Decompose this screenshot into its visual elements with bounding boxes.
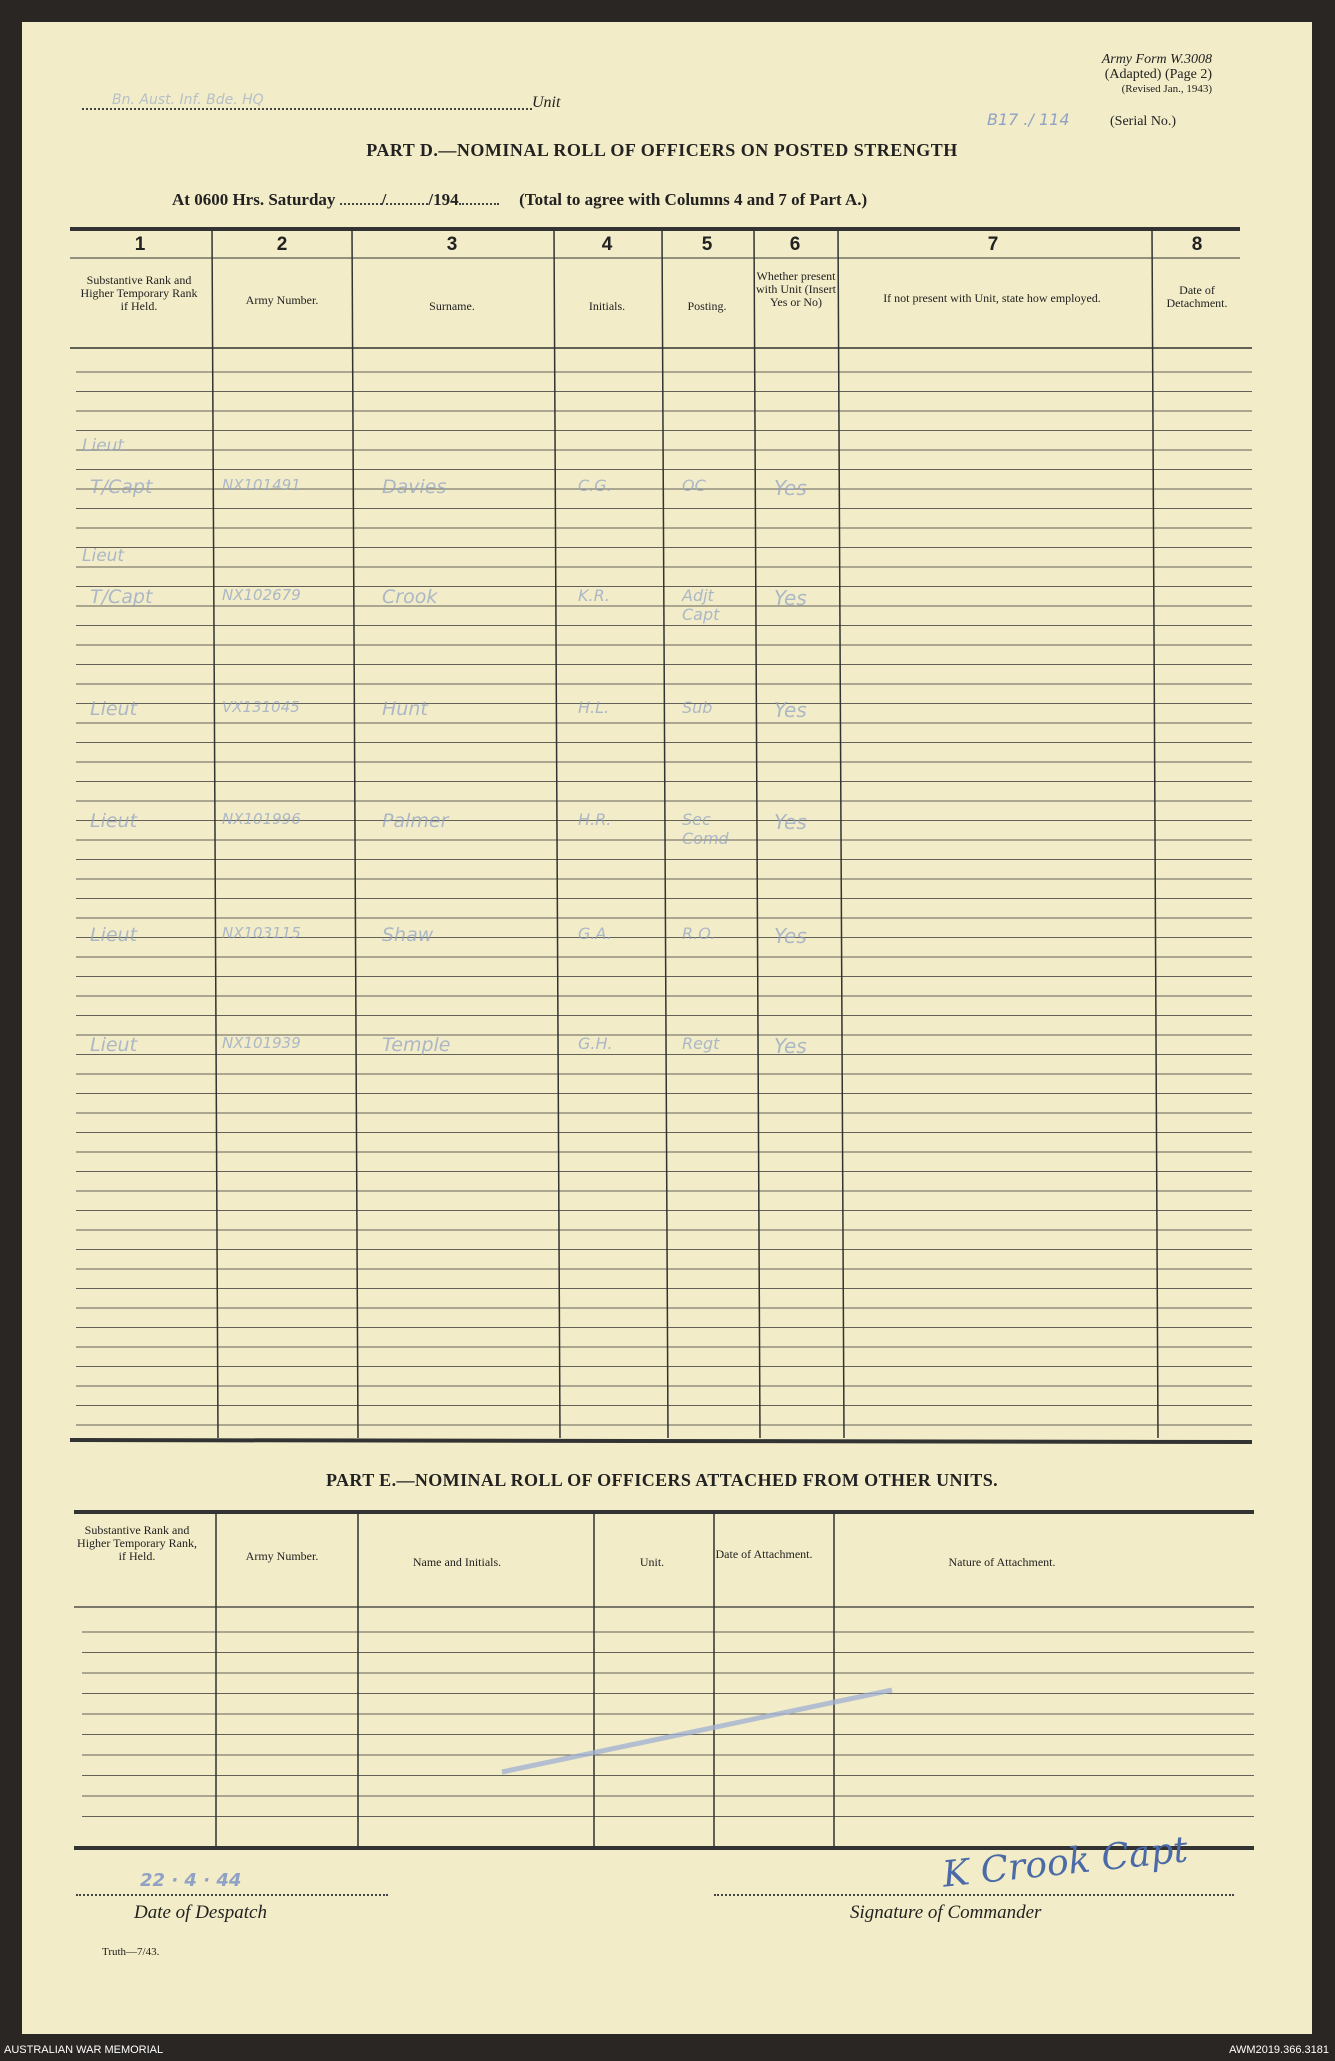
entry-surname: Hunt: [382, 698, 428, 720]
entry-present: Yes: [774, 924, 807, 948]
part-d-title: PART D.—NOMINAL ROLL OF OFFICERS ON POSTED STRENGTH: [366, 140, 958, 160]
part-d-date-line: At 0600 Hrs. Saturday / /194 (Total to agree with Columns 4 and 7 of Part A.): [172, 190, 868, 209]
entry-initials: C.G.: [578, 476, 612, 495]
col-num-3: 3: [446, 234, 458, 255]
entry-rank-top: Lieut: [82, 546, 125, 566]
entry-army-no: VX131045: [222, 698, 300, 716]
entry-initials: H.L.: [578, 698, 610, 717]
entry-present: Yes: [774, 810, 807, 834]
entry-posting: R.O.: [682, 924, 716, 943]
form-id-line3: (Revised Jan., 1943): [1121, 83, 1212, 95]
col-header-employed: If not present with Unit, state how employed.: [883, 291, 1101, 305]
entry-surname: Shaw: [382, 924, 434, 946]
entry-present: Yes: [774, 1034, 807, 1058]
entry-surname: Davies: [382, 476, 447, 498]
col-num-1: 1: [134, 234, 146, 255]
entry-surname: Palmer: [382, 810, 449, 832]
entry-posting: Sec Comd: [682, 810, 729, 848]
entry-army-no: NX102679: [222, 586, 301, 604]
unit-value: Bn. Aust. Inf. Bde. HQ: [112, 92, 264, 108]
entry-rank: T/Capt: [90, 586, 153, 608]
col-header-army-number: Army Number.: [245, 293, 319, 307]
entry-army-no: NX101996: [222, 810, 301, 828]
archive-footer: [0, 2042, 1335, 2061]
entry-rank: T/Capt: [90, 476, 153, 498]
archive-right: AWM2019.366.3181: [1229, 2044, 1329, 2056]
entry-army-no: NX101491: [222, 476, 301, 494]
entry-posting: Adjt Capt: [682, 586, 720, 624]
col-num-2: 2: [276, 234, 288, 255]
pe-header-name: Name and Initials.: [412, 1555, 502, 1569]
entry-initials: G.H.: [578, 1034, 613, 1053]
entry-initials: G.A.: [578, 924, 612, 943]
entry-initials: K.R.: [578, 586, 610, 605]
signature-dotted-line: [714, 1894, 1234, 1896]
entry-rank-top: Lieut: [82, 436, 125, 456]
entry-army-no: NX101939: [222, 1034, 301, 1052]
col-header-initials: Initials.: [588, 299, 626, 313]
col-header-present: Whether present with Unit (Insert Yes or No): [756, 269, 836, 309]
signature-value: K Crook Capt: [940, 1829, 1190, 1896]
col-num-8: 8: [1191, 234, 1203, 255]
col-num-4: 4: [601, 234, 613, 255]
part-e-title: PART E.—NOMINAL ROLL OF OFFICERS ATTACHED FROM OTHER UNITS.: [325, 1470, 999, 1490]
col-header-posting: Posting.: [687, 299, 727, 313]
pe-header-attachment-date: Date of Attachment.: [715, 1547, 813, 1561]
col-header-rank: Substantive Rank and Higher Temporary Rank if Held.: [80, 273, 198, 313]
form-id-line1: Army Form W.3008: [1101, 52, 1212, 67]
entry-posting: Sub: [682, 698, 713, 717]
archive-left: AUSTRALIAN WAR MEMORIAL: [4, 2044, 164, 2056]
date-line-year: /194: [428, 190, 459, 209]
pe-header-army-number: Army Number.: [245, 1549, 319, 1563]
pe-header-unit: Unit.: [639, 1555, 665, 1569]
entry-rank: Lieut: [90, 924, 138, 946]
entry-surname: Crook: [382, 586, 438, 608]
col-num-6: 6: [789, 234, 801, 255]
despatch-value: 22 · 4 · 44: [140, 1870, 242, 1891]
entry-army-no: NX103115: [222, 924, 301, 942]
col-header-detachment: Date of Detachment.: [1166, 283, 1228, 310]
pe-header-nature: Nature of Attachment.: [948, 1555, 1056, 1569]
unit-label: Unit: [532, 94, 561, 111]
entry-rank: Lieut: [90, 698, 138, 720]
col-num-7: 7: [987, 234, 999, 255]
part-d-table-grid: [22, 22, 1312, 2034]
signature-label: Signature of Commander: [850, 1902, 1042, 1923]
entry-surname: Temple: [382, 1034, 451, 1056]
form-id-line2: (Adapted) (Page 2): [1104, 67, 1212, 82]
despatch-dotted-line: [76, 1894, 388, 1896]
entry-present: Yes: [774, 698, 807, 722]
entry-rank: Lieut: [90, 810, 138, 832]
serial-label: (Serial No.): [1110, 114, 1177, 129]
entry-rank: Lieut: [90, 1034, 138, 1056]
date-line-suffix: (Total to agree with Columns 4 and 7 of Part A.): [519, 190, 868, 209]
printer-mark: Truth—7/43.: [102, 1946, 160, 1958]
date-line-prefix: At 0600 Hrs. Saturday: [172, 190, 336, 209]
col-num-5: 5: [701, 234, 713, 255]
entry-posting: OC: [682, 476, 706, 495]
entry-initials: H.R.: [578, 810, 612, 829]
col-header-surname: Surname.: [429, 299, 475, 313]
entry-present: Yes: [774, 586, 807, 610]
form-sheet: [22, 22, 1312, 2034]
despatch-label: Date of Despatch: [134, 1902, 267, 1923]
serial-value: B17 ./ 114: [987, 110, 1070, 129]
entry-present: Yes: [774, 476, 807, 500]
pe-header-rank: Substantive Rank and Higher Temporary Rank, if Held.: [77, 1523, 197, 1563]
entry-posting: Regt: [682, 1034, 720, 1053]
